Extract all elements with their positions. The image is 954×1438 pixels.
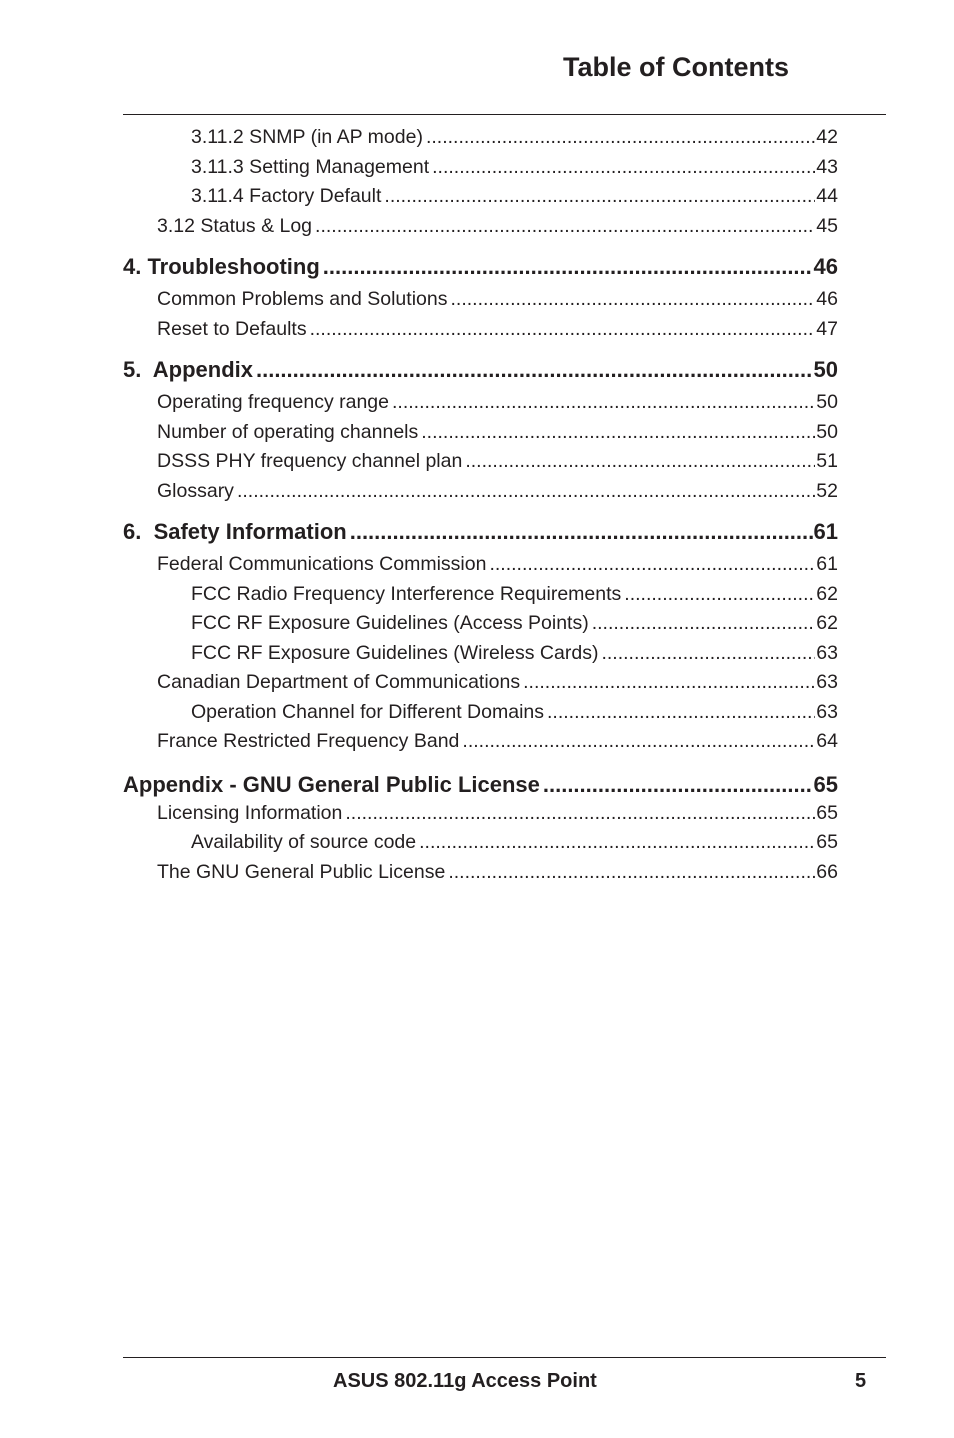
toc-entry[interactable] xyxy=(123,727,838,757)
toc-chapter-label: 5. Appendix xyxy=(123,357,253,382)
toc-entry-label: Reset to Defaults xyxy=(157,317,307,340)
toc-entry[interactable] xyxy=(123,580,838,610)
toc-entry[interactable] xyxy=(123,418,838,448)
toc-entry[interactable] xyxy=(123,388,838,418)
toc-entry-page: 51 xyxy=(816,450,838,472)
toc-entry-page: 45 xyxy=(816,214,838,237)
toc-entry[interactable] xyxy=(123,447,838,477)
page-title: Table of Contents xyxy=(563,52,789,82)
toc-entry-page: 42 xyxy=(816,126,838,148)
dot-leader xyxy=(323,249,813,285)
toc-entry-label: 3.12 Status & Log xyxy=(157,214,313,237)
toc-chapter-page: 65 xyxy=(813,771,838,797)
toc-entry[interactable] xyxy=(123,550,838,580)
dot-leader xyxy=(489,550,815,580)
toc-entry[interactable] xyxy=(123,858,838,888)
toc-entry-page: 52 xyxy=(816,479,838,502)
dot-leader xyxy=(465,447,815,477)
dot-leader xyxy=(432,153,815,183)
dot-leader xyxy=(601,639,815,669)
toc-chapter[interactable] xyxy=(123,352,838,388)
toc-entry-label: DSSS PHY frequency channel plan xyxy=(157,450,463,472)
footer-title: ASUS 802.11g Access Point xyxy=(333,1370,597,1392)
toc-entry-page: 47 xyxy=(816,317,838,340)
toc-entry-page: 61 xyxy=(816,553,838,575)
toc-chapter-label: 6. Safety Information xyxy=(123,519,347,544)
dot-leader xyxy=(345,799,815,829)
toc-entry-label: 3.11.3 Setting Management xyxy=(191,155,430,178)
table-of-contents xyxy=(123,123,838,887)
dot-leader xyxy=(523,668,815,698)
dot-leader xyxy=(547,698,815,728)
toc-entry-label: The GNU General Public License xyxy=(157,860,446,883)
toc-entry[interactable] xyxy=(123,609,838,639)
toc-entry-label: Common Problems and Solutions xyxy=(157,288,448,310)
header-divider xyxy=(123,114,886,115)
dot-leader xyxy=(592,609,816,639)
toc-entry-label: Glossary xyxy=(157,479,234,502)
dot-leader xyxy=(624,580,815,610)
toc-chapter-page: 61 xyxy=(813,519,838,544)
toc-entry-label: Availability of source code xyxy=(191,831,417,853)
dot-leader xyxy=(350,514,813,550)
dot-leader xyxy=(392,388,815,418)
toc-entry[interactable] xyxy=(123,285,838,315)
toc-chapter[interactable] xyxy=(123,249,838,285)
toc-entry[interactable] xyxy=(123,477,838,507)
toc-entry[interactable] xyxy=(123,639,838,669)
dot-leader xyxy=(421,418,815,448)
toc-entry-page: 62 xyxy=(816,612,838,634)
toc-entry-page: 65 xyxy=(816,831,838,853)
dot-leader xyxy=(256,352,813,388)
dot-leader xyxy=(448,858,815,888)
footer-divider xyxy=(123,1357,886,1358)
toc-chapter[interactable] xyxy=(123,514,838,550)
toc-chapter-label: Appendix - GNU General Public License xyxy=(123,771,540,797)
toc-entry[interactable] xyxy=(123,828,838,858)
toc-entry-page: 63 xyxy=(816,671,838,693)
dot-leader xyxy=(462,727,815,757)
toc-entry-page: 65 xyxy=(816,801,838,824)
toc-chapter-label: 4. Troubleshooting xyxy=(123,254,320,279)
toc-entry-label: 3.11.4 Factory Default xyxy=(191,185,382,207)
toc-entry-label: FCC RF Exposure Guidelines (Access Points) xyxy=(191,612,589,634)
toc-entry-page: 43 xyxy=(816,155,838,178)
toc-entry[interactable] xyxy=(123,212,838,242)
toc-entry[interactable] xyxy=(123,315,838,345)
toc-entry-page: 66 xyxy=(816,860,838,883)
toc-chapter[interactable] xyxy=(123,771,838,799)
toc-chapter-page: 50 xyxy=(813,357,838,382)
toc-entry-page: 50 xyxy=(816,420,838,443)
toc-entry[interactable] xyxy=(123,153,838,183)
toc-entry-label: Federal Communications Commission xyxy=(157,553,487,575)
toc-entry-label: 3.11.2 SNMP (in AP mode) xyxy=(191,126,423,148)
toc-entry-page: 50 xyxy=(816,391,838,413)
dot-leader xyxy=(543,771,813,799)
toc-entry-page: 63 xyxy=(816,700,838,723)
dot-leader xyxy=(384,182,815,212)
toc-entry-label: Licensing Information xyxy=(157,801,343,824)
toc-entry-page: 63 xyxy=(816,641,838,664)
toc-entry-label: France Restricted Frequency Band xyxy=(157,730,460,752)
toc-entry-label: Canadian Department of Communications xyxy=(157,671,521,693)
page-number: 5 xyxy=(855,1370,867,1392)
toc-entry-label: FCC Radio Frequency Interference Requirements xyxy=(191,582,622,605)
toc-entry-label: FCC RF Exposure Guidelines (Wireless Cards) xyxy=(191,641,599,664)
toc-entry-label: Number of operating channels xyxy=(157,420,419,443)
toc-entry-label: Operation Channel for Different Domains xyxy=(191,700,544,723)
toc-entry-label: Operating frequency range xyxy=(157,391,389,413)
dot-leader xyxy=(419,828,815,858)
dot-leader xyxy=(315,212,815,242)
dot-leader xyxy=(426,123,815,153)
dot-leader xyxy=(450,285,815,315)
toc-entry-page: 46 xyxy=(816,288,838,310)
toc-entry-page: 64 xyxy=(816,730,838,752)
toc-entry[interactable] xyxy=(123,799,838,829)
toc-entry[interactable] xyxy=(123,123,838,153)
dot-leader xyxy=(237,477,815,507)
dot-leader xyxy=(310,315,816,345)
toc-entry[interactable] xyxy=(123,668,838,698)
toc-entry[interactable] xyxy=(123,182,838,212)
toc-entry-page: 44 xyxy=(816,185,838,207)
toc-entry-page: 62 xyxy=(816,582,838,605)
toc-entry[interactable] xyxy=(123,698,838,728)
toc-chapter-page: 46 xyxy=(813,254,838,279)
